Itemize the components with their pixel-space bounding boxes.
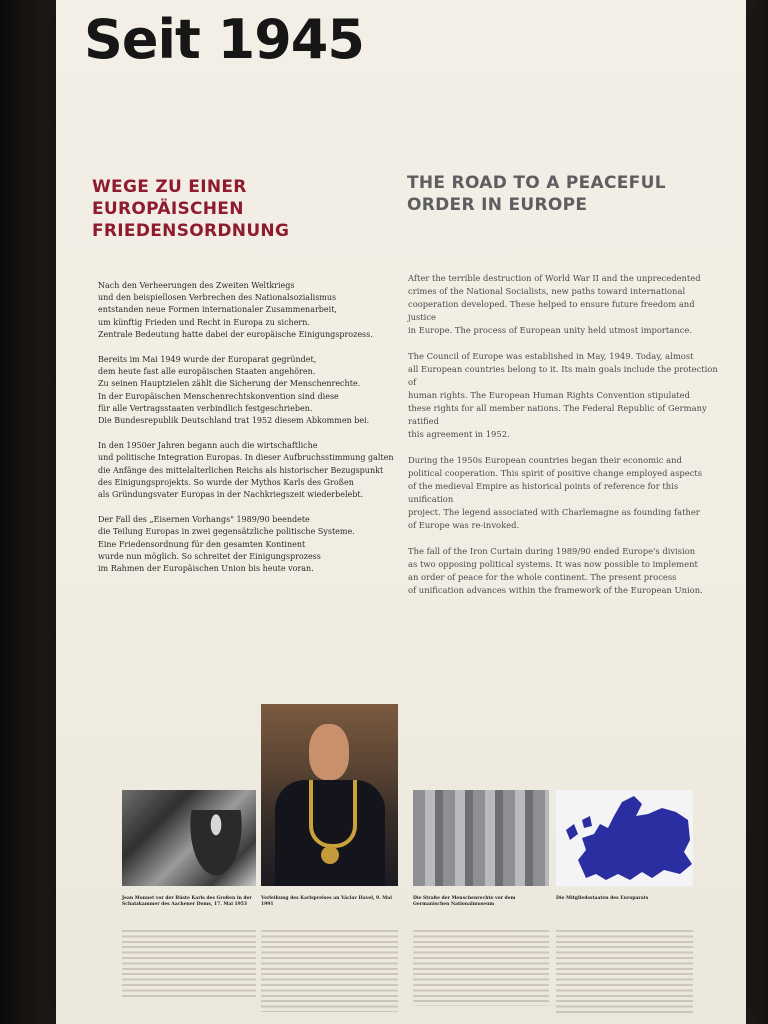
caption-title-2: Verleihung des Karlspreises an Václav Havel, 9. Mai 1991: [261, 896, 392, 907]
chain-of-office: [309, 780, 357, 848]
paragraph-en-2: The Council of Europe was established in May, 1949. Today, almost all European countries belong to it. Its main goals include the protection of human rights. The European Human Rights Convention stipulated these rights for all member nations. The Federal Republic of Germany ratified this agreement in 1952.: [408, 351, 718, 439]
caption-title-3: Die Straße der Menschenrechte vor dem Germanischen Nationalmuseum: [413, 896, 516, 907]
caption-body-3: [413, 930, 549, 1006]
paragraph-en-1: After the terrible destruction of World War II and the unprecedented crimes of the National Socialists, new paths toward international cooperation developed. These helped to ensure future freedom and justice in Europe. The process of European unity held utmost importance.: [408, 273, 701, 335]
caption-title-1: Jean Monnet vor der Büste Karls des Großen in der Schatzkammer des Aachener Doms, 17. Mai 1953: [122, 896, 252, 907]
paragraph-de-1: Nach den Verheerungen des Zweiten Weltkriegs und den beispiellosen Verbrechen des Nationalsozialismus entstanden neue Formen internationaler Zusammenarbeit, um künftig Frieden und Recht in Europa zu sichern. Zentrale Bedeutung hatte dabei der europäische Einigungsprozess.: [98, 281, 373, 339]
heading-german: WEGE ZU EINER EUROPÄISCHEN FRIEDENSORDNUNG: [92, 177, 290, 241]
caption-title-4: Die Mitgliedsstaaten des Europarats: [556, 896, 649, 901]
europe-map-icon: [556, 790, 693, 886]
caption-body-1: [122, 930, 256, 1000]
paragraph-en-4: The fall of the Iron Curtain during 1989/90 ended Europe's division as two opposing political systems. It was now possible to implement an order of peace for the whole continent. The present process of unification advances within the framework of the European Union.: [408, 546, 703, 595]
text-column-german: [98, 280, 398, 588]
photo-strasse-der-menschenrechte: [413, 790, 549, 886]
map-council-of-europe: [556, 790, 693, 886]
figure-face: [309, 724, 349, 780]
panel-title: Seit 1945: [84, 8, 364, 71]
paragraph-de-4: Der Fall des „Eisernen Vorhangs" 1989/90 beendete die Teilung Europas in zwei gegensätzliche politische Systeme. Eine Friedensordnung für den gesamten Kontinent wurde nun möglich. So schreitet der Einigungsprozess im Rahmen der Europäischen Union bis heute voran.: [98, 515, 355, 574]
photo-havel-karlspreis: [261, 704, 398, 886]
heading-english: THE ROAD TO A PEACEFUL ORDER IN EUROPE: [407, 173, 666, 215]
medal-icon: [321, 846, 339, 864]
paragraph-de-2: Bereits im Mai 1949 wurde der Europarat gegründet, dem heute fast alle europäischen Staaten angehören. Zu seinen Hauptzielen zählt die Sicherung der Menschenrechte. In der Europäischen Menschenrechtskonvention sind diese für alle Vertragsstaaten verbindlich festgeschrieben. Die Bundesrepublik Deutschland trat 1952 diesem Abkommen bei.: [98, 355, 370, 426]
caption-body-4: [556, 930, 693, 1016]
text-column-english: [408, 272, 718, 610]
paragraph-en-3: During the 1950s European countries began their economic and political cooperation. This spirit of positive change employed aspects of the medieval Empire as historical points of reference for this unification project. The legend associated with Charlemagne as founding father of Europe was re-invoked.: [408, 455, 703, 530]
exhibit-panel: [56, 0, 746, 1024]
photo-monnet-aachen: [122, 790, 256, 886]
paragraph-de-3: In den 1950er Jahren begann auch die wirtschaftliche und politische Integration Europas. In dieser Aufbruchsstimmung galten die Anfänge des mittelalterlichen Reichs als historischer Bezugspunkt des Einigungsprojekts. So wurde der Mythos Karls des Großen als Gründungsvater Europas in der Nachkriegszeit wiederbelebt.: [98, 441, 394, 500]
caption-body-2: [261, 930, 398, 1012]
